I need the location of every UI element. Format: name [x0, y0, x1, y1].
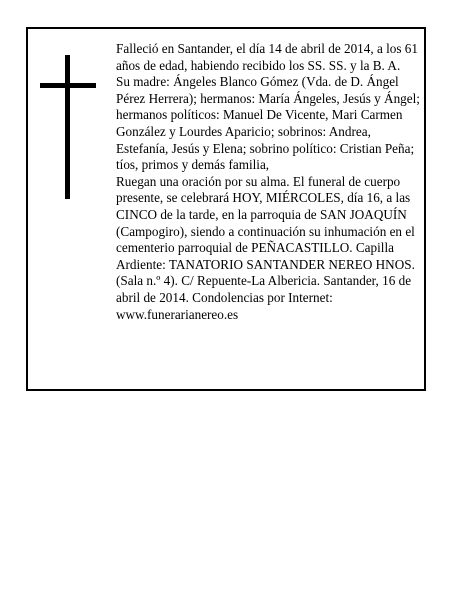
cross-icon — [40, 55, 96, 199]
death-announcement-paragraph: Falleció en Santander, el día 14 de abril de 2014, a los 61 años de edad, habiendo recibido los SS. SS. y la B. A. — [116, 41, 418, 73]
cross-vertical-bar — [65, 55, 70, 199]
funeral-details-paragraph: Ruegan una oración por su alma. El funeral de cuerpo presente, se celebrará HOY, MIÉRCOLES, día 16, a las CINCO de la tarde, en la parroquia de SAN JOAQUÍN (Campogiro), siendo a continuación su inhumación en el cementerio parroquial de PEÑACASTILLO. Capilla Ardiente: TANATORIO SANTANDER NEREO HNOS. (Sala n.º 4). C/ Repuente-La Albericia. Santander, 16 de abril de 2014. Condolencias por Internet: www.funerarianereo.es — [116, 173, 415, 322]
obituary-notice — [26, 27, 426, 391]
cross-horizontal-bar — [40, 83, 96, 88]
family-list-paragraph: Su madre: Ángeles Blanco Gómez (Vda. de D. Ángel Pérez Herrera); hermanos: María Ángeles, Jesús y Ángel; hermanos políticos: Manuel De Vicente, Mari Carmen González y Lourdes Aparicio; sobrinos: Andrea, Estefanía, Jesús y Elena; sobrino político: Cristian Peña; tíos, primos y demás familia, — [116, 74, 420, 173]
obituary-text — [116, 41, 422, 323]
